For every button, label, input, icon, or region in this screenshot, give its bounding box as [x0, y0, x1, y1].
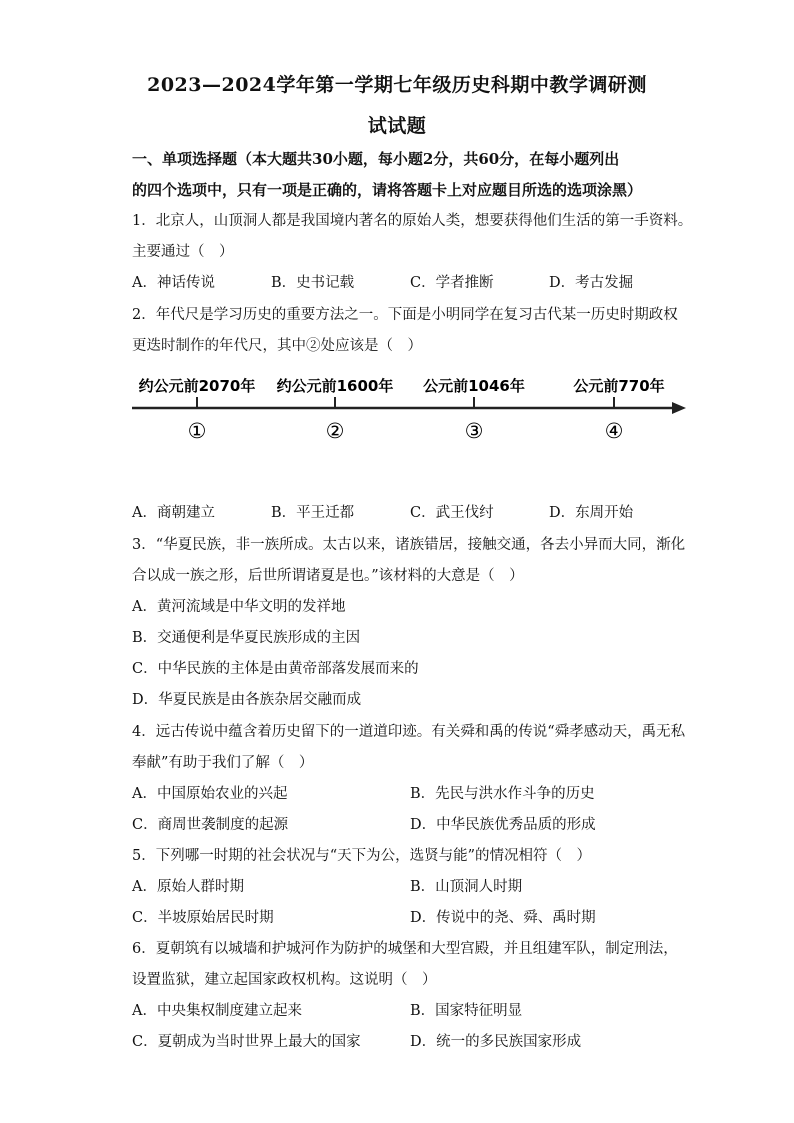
question-2-option-c[interactable]: C．武王伐纣 [410, 505, 494, 521]
question-3-option-b[interactable]: B．交通便利是华夏民族形成的主因 [132, 630, 361, 646]
question-3-option-c[interactable]: C．中华民族的主体是由黄帝部落发展而来的 [132, 661, 419, 677]
question-2-option-a[interactable]: A．商朝建立 [132, 505, 215, 521]
timeline-marker-3: ③ [464, 419, 484, 443]
timeline-marker-4: ④ [604, 419, 624, 443]
question-6-option-a[interactable]: A．中央集权制度建立起来 [132, 1003, 302, 1019]
question-5-option-b[interactable]: B．山顶洞人时期 [410, 879, 523, 895]
question-4-option-c[interactable]: C．商周世袭制度的起源 [132, 817, 289, 833]
question-6-option-b[interactable]: B．国家特征明显 [410, 1003, 523, 1019]
question-5-text: 5．下列哪一时期的社会状况与“天下为公，选贤与能”的情况相符（ ） [132, 848, 592, 864]
exam-title-line-1: 2023—2024学年第一学期七年级历史科期中教学调研测 [147, 74, 647, 96]
question-3-text: 3．“华夏民族，非一族所成。太古以来，诸族错居，接触交通，各去小异而大同，渐化 [132, 537, 686, 553]
question-3-option-a[interactable]: A．黄河流域是中华文明的发祥地 [132, 599, 346, 615]
exam-title-line-2: 试试题 [367, 115, 427, 137]
question-4-option-a[interactable]: A．中国原始农业的兴起 [132, 786, 288, 802]
question-5-option-a[interactable]: A．原始人群时期 [132, 879, 244, 895]
question-1-option-c[interactable]: C．学者推断 [410, 275, 494, 291]
question-1-text: 1．北京人，山顶洞人都是我国境内著名的原始人类，想要获得他们生活的第一手资料。 [132, 213, 693, 229]
timeline-label-3: 公元前1046年 [423, 377, 525, 395]
question-1-text-cont: 主要通过（ ） [132, 244, 234, 260]
question-6-option-c[interactable]: C．夏朝成为当时世界上最大的国家 [132, 1034, 361, 1050]
question-4-option-d[interactable]: D．中华民族优秀品质的形成 [410, 817, 596, 833]
question-2-option-b[interactable]: B．平王迁都 [271, 505, 355, 521]
question-2-text-cont: 更迭时制作的年代尺，其中②处应该是（ ） [132, 338, 422, 354]
question-4-text: 4．远古传说中蕴含着历史留下的一道道印迹。有关舜和禹的传说“舜孝感动天，禹无私 [132, 724, 686, 740]
question-1-option-a[interactable]: A．神话传说 [132, 275, 215, 291]
timeline-label-2: 约公元前1600年 [276, 377, 394, 395]
timeline-label-4: 公元前770年 [573, 377, 665, 395]
question-5-option-d[interactable]: D．传说中的尧、舜、禹时期 [410, 910, 596, 926]
question-6-text: 6．夏朝筑有以城墙和护城河作为防护的城堡和大型宫殿，并且组建军队，制定刑法， [132, 941, 678, 957]
question-4-option-b[interactable]: B．先民与洪水作斗争的历史 [410, 786, 595, 802]
question-3-option-d[interactable]: D．华夏民族是由各族杂居交融而成 [132, 692, 362, 708]
timeline-marker-1: ① [187, 419, 207, 443]
question-6-text-cont: 设置监狱，建立起国家政权机构。这说明（ ） [132, 972, 437, 988]
timeline-arrow-icon [672, 402, 686, 414]
timeline-marker-2: ② [325, 419, 345, 443]
question-2-option-d[interactable]: D．东周开始 [549, 505, 634, 521]
section-heading-line-1: 一、单项选择题（本大题共30小题，每小题2分，共60分，在每小题列出 [132, 150, 620, 168]
question-1-option-b[interactable]: B．史书记载 [271, 275, 355, 291]
section-heading-line-2: 的四个选项中，只有一项是正确的，请将答题卡上对应题目所选的选项涂黑） [132, 181, 643, 199]
question-5-option-c[interactable]: C．半坡原始居民时期 [132, 910, 274, 926]
question-6-option-d[interactable]: D．统一的多民族国家形成 [410, 1034, 582, 1050]
question-4-text-cont: 奉献”有助于我们了解（ ） [132, 755, 314, 771]
timeline-label-1: 约公元前2070年 [138, 377, 256, 395]
question-3-text-cont: 合以成一族之形，后世所谓诸夏是也。”该材料的大意是（ ） [132, 568, 524, 584]
question-1-option-d[interactable]: D．考古发掘 [549, 275, 634, 291]
question-2-text: 2．年代尺是学习历史的重要方法之一。下面是小明同学在复习古代某一历史时期政权 [132, 307, 678, 323]
